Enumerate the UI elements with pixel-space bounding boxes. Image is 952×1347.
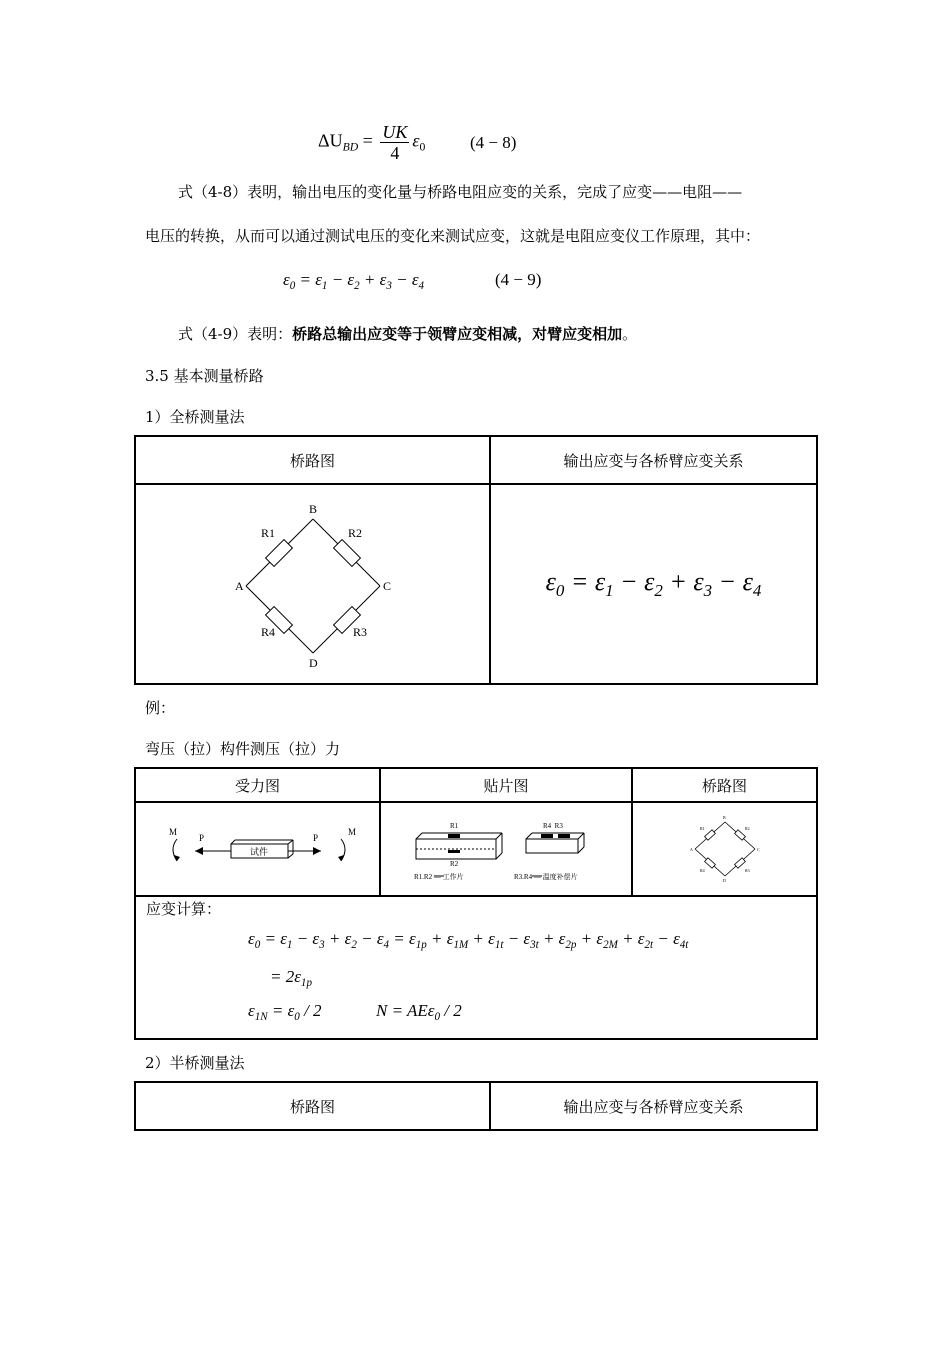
para1-line1: 式（4-8）表明，输出电压的变化量与桥路电阻应变的关系，完成了应变——电阻—— xyxy=(178,183,743,201)
force-diagram-cell xyxy=(135,802,380,896)
eq48-lhs: ΔU xyxy=(318,130,343,151)
equation-4-8: $\Delta U_{BD}$ = $\frac{UK}{4}$ $\varepsilon_0$ xyxy=(318,122,426,163)
para2-prefix: 式（4-9）表明： xyxy=(178,325,293,343)
table3-header-bridge: 桥路图 xyxy=(135,1082,490,1130)
r2-label: R2 xyxy=(347,526,362,540)
eq48-eps: ε xyxy=(412,130,420,151)
mini-bridge-diagram xyxy=(685,814,765,884)
mini-r2: R2 xyxy=(744,826,750,831)
table1-header-bridge: 桥路图 xyxy=(135,436,490,484)
moment-left-label: M xyxy=(168,827,177,837)
resistor-r2 xyxy=(333,540,360,567)
patch-diagram-cell xyxy=(380,802,632,896)
eq48-tag: (4 − 8) xyxy=(470,133,517,152)
r1-label: R1 xyxy=(260,526,275,540)
example-label: 例： xyxy=(145,699,176,717)
eq48-denominator: 4 xyxy=(390,143,400,163)
half-bridge-table xyxy=(134,1081,818,1131)
para1-line2: 电压的转换，从而可以通过测试电压的变化来测试应变，这就是电阻应变仪工作原理，其中： xyxy=(145,227,761,245)
para2-suffix: 。 xyxy=(622,325,638,343)
patch-r4r3-label: R4 R3 xyxy=(543,822,563,830)
eq49-tag: (4 − 9) xyxy=(495,270,542,289)
strain-calc-line1: $\varepsilon_0 = \varepsilon_1 - \varepsilon_3 + \varepsilon_2 - \varepsilon_4 = \varepsilon_{1p} + \varepsilon_{1M} + \varepsilon_{1t} - \varepsilon_{3t} + \varepsilon_{2p} + \varepsilon_{2M} + \varepsilon_{2t} - \varepsilon_{4t}$ xyxy=(248,929,689,951)
force-left-label: P xyxy=(198,833,204,843)
table1-bridge-cell xyxy=(135,484,490,684)
section-heading-3-5: 3.5 基本测量桥路 xyxy=(145,367,264,385)
table2-header-bridge: 桥路图 xyxy=(632,768,817,802)
patch-r2-label: R2 xyxy=(450,860,459,868)
table1-formula-cell xyxy=(490,484,817,684)
mini-r4: R4 xyxy=(699,868,705,873)
table3-header-relation: 输出应变与各桥臂应变关系 xyxy=(490,1082,817,1130)
eq48-numerator: UK xyxy=(382,122,408,142)
patch-diagram xyxy=(386,814,626,884)
patch-legend-work: R1.R2 — 工作片 xyxy=(414,873,464,881)
resistor-r1 xyxy=(265,540,292,567)
specimen-label: 试件 xyxy=(249,847,268,857)
mini-r1: R1 xyxy=(699,826,705,831)
strain-calc-cell xyxy=(135,896,817,1039)
force-right-label: P xyxy=(312,833,318,843)
strain-calc-line3b: N = AEε$_0$ / 2 xyxy=(376,1001,462,1023)
subheading-full-bridge: 1）全桥测量法 xyxy=(145,408,245,426)
table2-header-force: 受力图 xyxy=(135,768,380,802)
patch-legend-comp: R3.R4 — 温度补偿片 xyxy=(514,873,578,881)
r3-label: R3 xyxy=(352,625,367,639)
moment-right-label: M xyxy=(347,827,356,837)
full-bridge-table xyxy=(134,435,818,685)
equation-4-9: $\varepsilon_0 = \varepsilon_1 - \varepsilon_2 + \varepsilon_3 - \varepsilon_4$ xyxy=(283,270,425,292)
mini-node-a: A xyxy=(689,847,693,852)
example-title: 弯压（拉）构件测压（拉）力 xyxy=(145,740,341,758)
strain-calc-label: 应变计算： xyxy=(146,900,222,918)
mini-r3: R3 xyxy=(744,868,750,873)
para2 xyxy=(178,324,637,344)
table1-header-relation: 输出应变与各桥臂应变关系 xyxy=(490,436,817,484)
eq48-eps-sub: 0 xyxy=(419,140,426,154)
eq48-fraction xyxy=(380,122,409,163)
mini-bridge-cell xyxy=(632,802,817,896)
node-a-label: A xyxy=(234,579,244,593)
full-bridge-diagram xyxy=(213,499,413,669)
node-b-label: B xyxy=(308,502,317,516)
table1-formula: $\varepsilon_0 = \varepsilon_1 - \varepsilon_2 + \varepsilon_3 - \varepsilon_4$ xyxy=(545,567,762,600)
mini-node-c: C xyxy=(756,847,760,852)
eq48-lhs-sub: BD xyxy=(342,140,359,154)
example-table xyxy=(134,767,818,1040)
table2-header-patch: 贴片图 xyxy=(380,768,632,802)
r4-label: R4 xyxy=(260,625,275,639)
patch-r1-label: R1 xyxy=(450,822,459,830)
mini-node-d: D xyxy=(722,878,726,883)
mini-node-b: B xyxy=(722,815,726,820)
node-d-label: D xyxy=(308,656,318,669)
para2-bold: 桥路总输出应变等于领臂应变相减，对臂应变相加 xyxy=(292,325,623,343)
node-c-label: C xyxy=(382,579,391,593)
force-diagram xyxy=(143,819,373,879)
strain-calc-line3a: $\varepsilon_{1N} = \varepsilon_0 / 2$ xyxy=(248,1001,322,1023)
subheading-half-bridge: 2）半桥测量法 xyxy=(145,1054,245,1072)
strain-calc-line2: = $2\varepsilon_{1p}$ xyxy=(270,967,312,989)
